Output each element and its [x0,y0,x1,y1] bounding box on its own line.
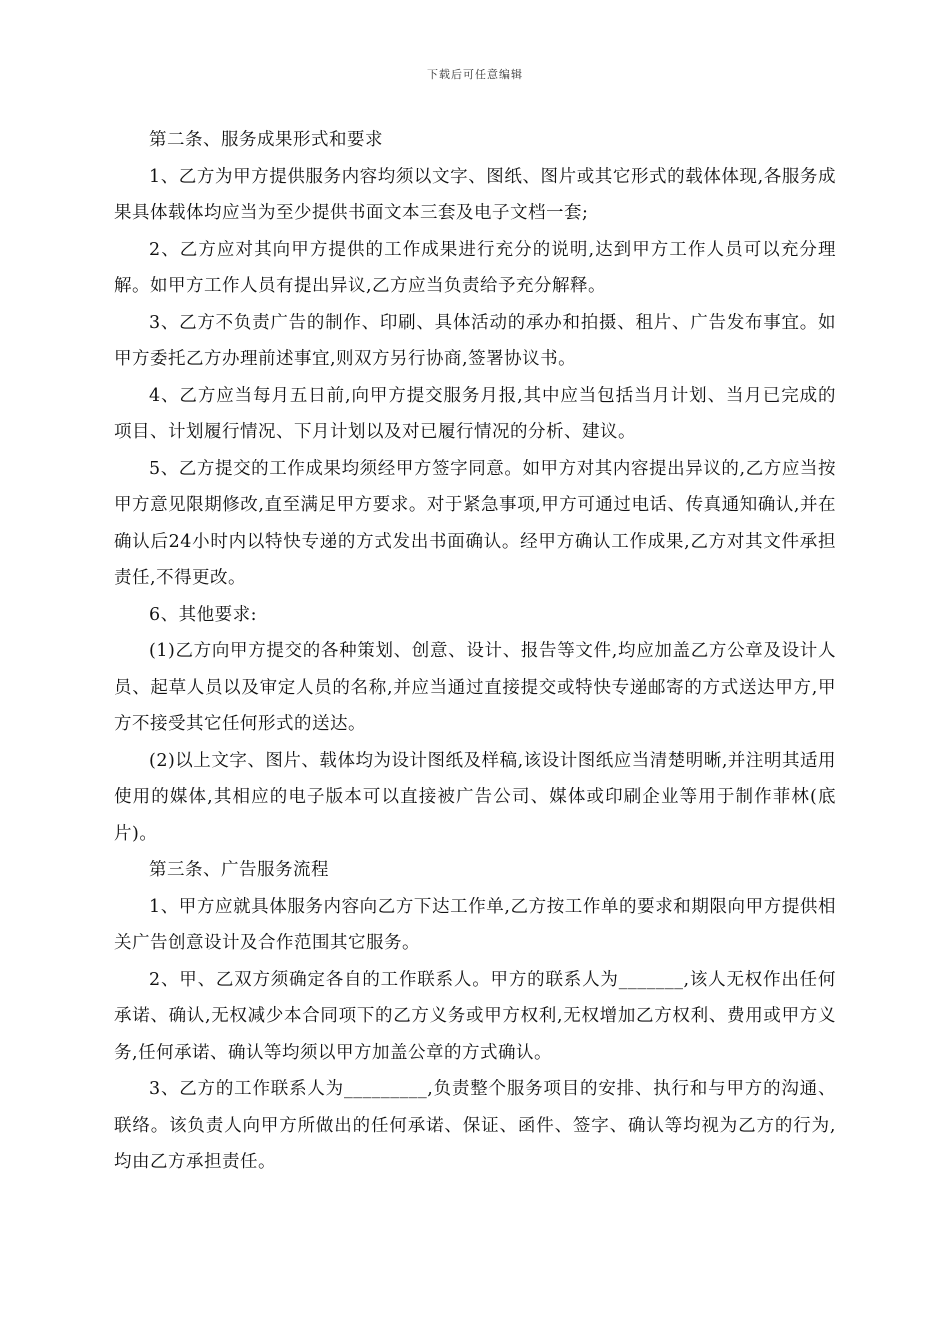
clause-2-5: 5、乙方提交的工作成果均须经甲方签字同意。如甲方对其内容提出异议的,乙方应当按甲方意见限期修改,直至满足甲方要求。对于紧急事项,甲方可通过电话、传真通知确认,并在确认后24小时内以特快专递的方式发出书面确认。经甲方确认工作成果,乙方对其文件承担责任,不得更改。 [114,458,836,588]
clause-3-3: 3、乙方的工作联系人为_________,负责整个服务项目的安排、执行和与甲方的沟通、联络。该负责人向甲方所做出的任何承诺、保证、函件、签字、确认等均视为乙方的行为,均由乙方承担责任。 [114,1079,836,1172]
clause-2-6-item-1: (1)乙方向甲方提交的各种策划、创意、设计、报告等文件,均应加盖乙方公章及设计人员、起草人员以及审定人员的名称,并应当通过直接提交或特快专递邮寄的方式送达甲方,甲方不接受其它任何形式的送达。 [114,641,836,734]
clause-2-2: 2、乙方应对其向甲方提供的工作成果进行充分的说明,达到甲方工作人员可以充分理解。如甲方工作人员有提出异议,乙方应当负责给予充分解释。 [114,239,836,296]
page-header-note: 下载后可任意编辑 [427,68,523,81]
document-body [114,122,836,1181]
section-heading-article-2: 第二条、服务成果形式和要求 [149,130,383,150]
clause-3-1: 1、甲方应就具体服务内容向乙方下达工作单,乙方按工作单的要求和期限向甲方提供相关广告创意设计及合作范围其它服务。 [114,896,836,953]
clause-3-2: 2、甲、乙双方须确定各自的工作联系人。甲方的联系人为_______,该人无权作出任何承诺、确认,无权减少本合同项下的乙方义务或甲方权利,无权增加乙方权利、费用或甲方义务,任何承诺、确认等均须以甲方加盖公章的方式确认。 [114,969,836,1063]
clause-2-4: 4、乙方应当每月五日前,向甲方提交服务月报,其中应当包括当月计划、当月已完成的项目、计划履行情况、下月计划以及对已履行情况的分析、建议。 [114,385,836,442]
clause-2-1: 1、乙方为甲方提供服务内容均须以文字、图纸、图片或其它形式的载体体现,各服务成果具体载体均应当为至少提供书面文本三套及电子文档一套; [114,166,836,223]
clause-2-3: 3、乙方不负责广告的制作、印刷、具体活动的承办和拍摄、租片、广告发布事宜。如甲方委托乙方办理前述事宜,则双方另行协商,签署协议书。 [114,312,836,369]
clause-2-6-item-2: (2)以上文字、图片、载体均为设计图纸及样稿,该设计图纸应当清楚明晰,并注明其适用使用的媒体,其相应的电子版本可以直接被广告公司、媒体或印刷企业等用于制作菲林(底片)。 [114,750,836,844]
clause-2-6: 6、其他要求: [149,604,258,625]
section-heading-article-3: 第三条、广告服务流程 [149,860,329,880]
